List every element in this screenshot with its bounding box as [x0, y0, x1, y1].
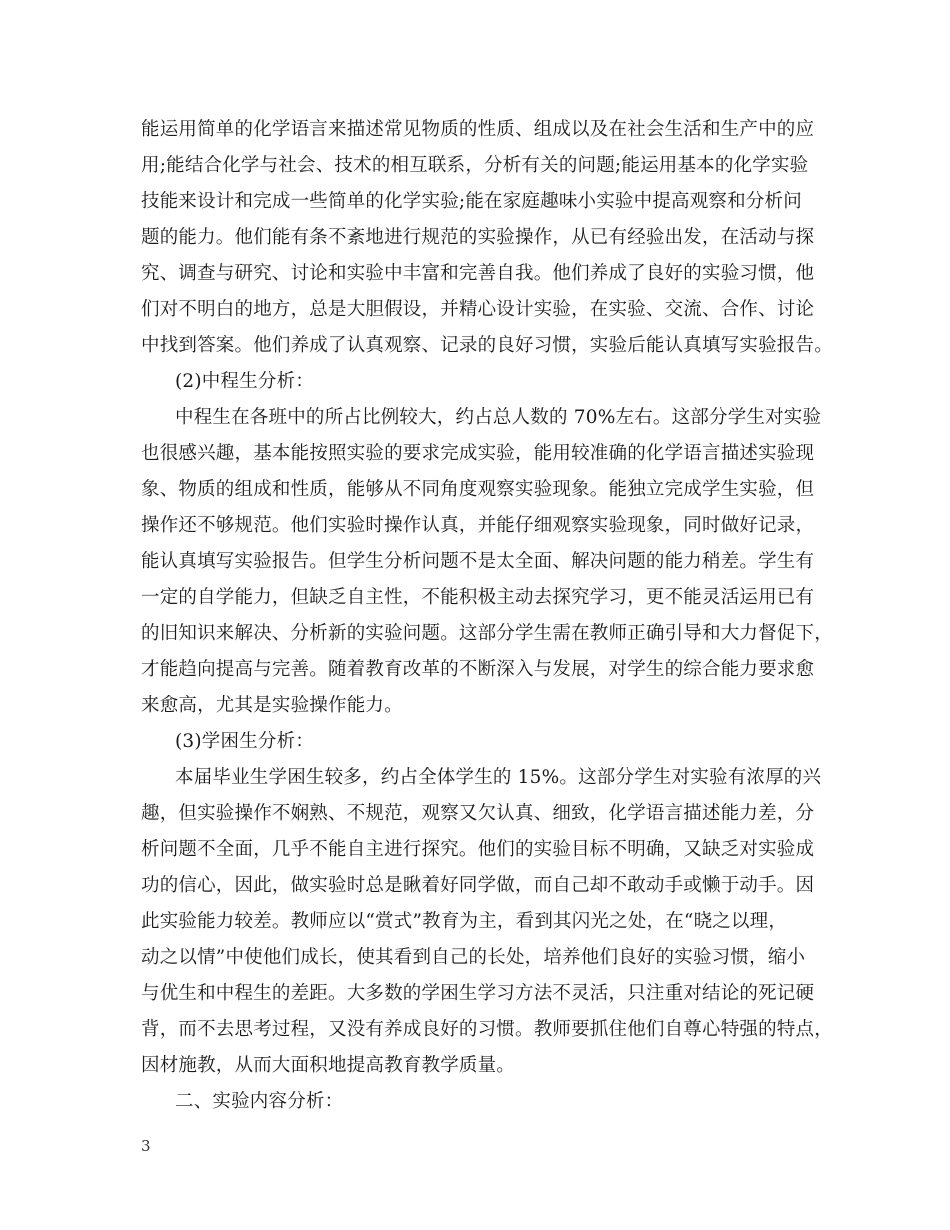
text-line: 背，而不去思考过程，又没有养成良好的习惯。教师要抓住他们自尊心特强的特点， [141, 1019, 833, 1040]
text-line: 一定的自学能力，但缺乏自主性，不能积极主动去探究学习，更不能灵活运用已有 [141, 587, 815, 608]
text-line: 们对不明白的地方，总是大胆假设，并精心设计实验，在实验、交流、合作、讨论 [141, 299, 815, 320]
text-line: 来愈高，尤其是实验操作能力。 [141, 695, 403, 716]
text-line: 的旧知识来解决、分析新的实验问题。这部分学生需在教师正确引导和大力督促下， [141, 623, 833, 644]
page-number: 3 [141, 1137, 151, 1155]
text-line: 能认真填写实验报告。但学生分析问题不是太全面、解决问题的能力稍差。学生有 [141, 551, 815, 572]
text-line: 中程生在各班中的所占比例较大，约占总人数的 70%左右。这部分学生对实验 [175, 407, 822, 428]
text-line: 题的能力。他们能有条不紊地进行规范的实验操作，从已有经验出发，在活动与探 [141, 227, 815, 248]
text-line: 与优生和中程生的差距。大多数的学困生学习方法不灵活，只注重对结论的死记硬 [141, 983, 815, 1004]
text-line: 究、调查与研究、讨论和实验中丰富和完善自我。他们养成了良好的实验习惯，他 [141, 263, 815, 284]
text-line: 动之以情”中使他们成长，使其看到自己的长处，培养他们良好的实验习惯，缩小 [141, 947, 806, 968]
text-line: 析问题不全面，几乎不能自主进行探究。他们的实验目标不明确，又缺乏对实验成 [141, 839, 815, 860]
section-heading-middle-students: (2)中程生分析： [175, 371, 315, 392]
text-line: 此实验能力较差。教师应以“赏式”教育为主，看到其闪光之处，在“晓之以理， [141, 911, 788, 932]
text-line: 中找到答案。他们养成了认真观察、记录的良好习惯，实验后能认真填写实验报告。 [141, 335, 833, 356]
text-line: 功的信心，因此，做实验时总是瞅着好同学做，而自己却不敢动手或懒于动手。因 [141, 875, 815, 896]
text-line: 才能趋向提高与完善。随着教育改革的不断深入与发展，对学生的综合能力要求愈 [141, 659, 815, 680]
text-line: 用;能结合化学与社会、技术的相互联系，分析有关的问题;能运用基本的化学实验 [141, 155, 809, 176]
text-line: 能运用简单的化学语言来描述常见物质的性质、组成以及在社会生活和生产中的应 [141, 119, 815, 140]
section-heading-experiment-content: 二、实验内容分析： [175, 1091, 344, 1112]
text-line: 操作还不够规范。他们实验时操作认真，并能仔细观察实验现象，同时做好记录， [141, 515, 815, 536]
text-line: 象、物质的组成和性质，能够从不同角度观察实验现象。能独立完成学生实验，但 [141, 479, 815, 500]
text-line: 趣，但实验操作不娴熟、不规范，观察又欠认真、细致，化学语言描述能力差，分 [141, 803, 815, 824]
text-line: 技能来设计和完成一些简单的化学实验;能在家庭趣味小实验中提高观察和分析问 [141, 191, 802, 212]
text-line: 本届毕业生学困生较多，约占全体学生的 15%。这部分学生对实验有浓厚的兴 [175, 767, 822, 788]
text-line: 也很感兴趣，基本能按照实验的要求完成实验，能用较准确的化学语言描述实验现 [141, 443, 815, 464]
text-line: 因材施教，从而大面积地提高教育教学质量。 [141, 1055, 516, 1076]
section-heading-struggling-students: (3)学困生分析： [175, 731, 315, 752]
